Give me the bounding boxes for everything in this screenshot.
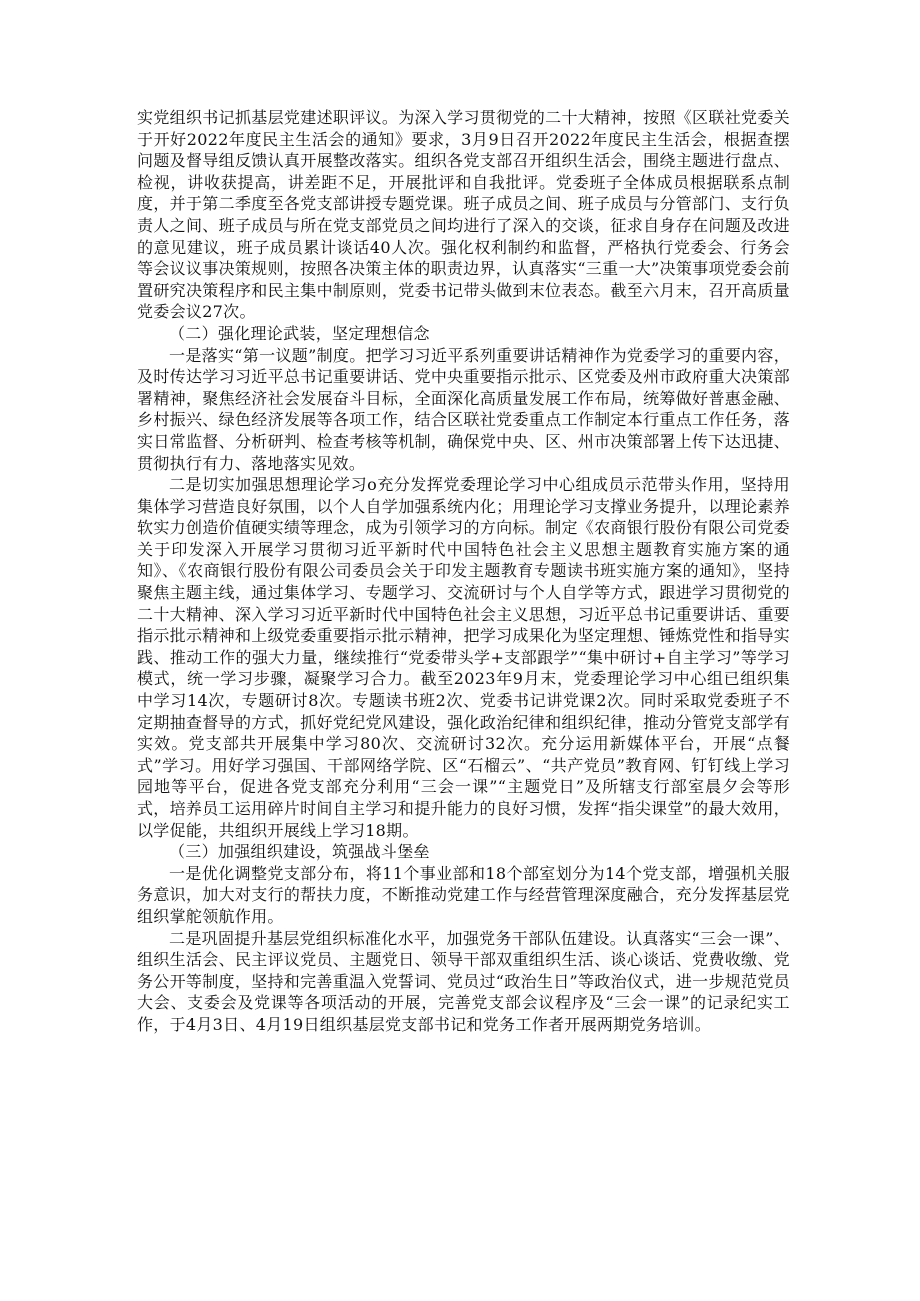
paragraph-branch-adjustment: 一是优化调整党支部分布，将11个事业部和18个部室划分为14个党支部，增强机关服务意识，加大对支行的帮扶力度，不断推动党建工作与经营管理深度融合，充分发挥基层党组织掌舵领航作用。 <box>137 863 790 926</box>
paragraph-intro-continuation: 实党组织书记抓基层党建述职评议。为深入学习贯彻党的二十大精神，按照《区联社党委关于开好2022年度民主生活会的通知》要求，3月9日召开2022年度民主生活会，根据查摆问题及督导组反馈认真开展整改落实。组织各党支部召开组织生活会，围绕主题进行盘点、检视，讲收获提高，讲差距不足，开展批评和自我批评。党委班子全体成员根据联系点制度，并于第二季度至各党支部讲授专题党课。班子成员之间、班子成员与分管部门、支行负责人之间、班子成员与所在党支部党员之间均进行了深入的交谈，征求自身存在问题及改进的意见建议，班子成员累计谈话40人次。强化权利制约和监督，严格执行党委会、行务会等会议议事决策规则，按照各决策主体的职责边界，认真落实“三重一大”决策事项党委会前置研究决策程序和民主集中制原则，党委书记带头做到末位表态。截至六月末，召开高质量党委会议27次。 <box>137 108 790 322</box>
paragraph-theory-study: 二是切实加强思想理论学习o充分发挥党委理论学习中心组成员示范带头作用，坚持用集体学习营造良好氛围，以个人自学加强系统内化；用理论学习支撑业务提升，以理论素养软实力创造价值硬实绩等理念，成为引领学习的方向标。制定《农商银行股份有限公司党委关于印发深入开展学习贯彻习近平新时代中国特色社会主义思想主题教育实施方案的通知》、《农商银行股份有限公司委员会关于印发主题教育专题读书班实施方案的通知》，坚持聚焦主题主线，通过集体学习、专题学习、交流研讨与个人自学等方式，跟进学习贯彻党的二十大精神、深入学习习近平新时代中国特色社会主义思想，习近平总书记重要讲话、重要指示批示精神和上级党委重要指示批示精神，把学习成果化为坚定理想、锤炼党性和指导实践、推动工作的强大力量，继续推行“党委带头学+支部跟学”“集中研讨+自主学习”等学习模式，统一学习步骤，凝聚学习合力。截至2023年9月末，党委理论学习中心组已组织集中学习14次，专题研讨8次。专题读书班2次、党委书记讲党课2次。同时采取党委班子不定期抽查督导的方式，抓好党纪党风建设，强化政治纪律和组织纪律，推动分管党支部学有实效。党支部共开展集中学习80次、交流研讨32次。充分运用新媒体平台，开展“点餐式”学习。用好学习强国、干部网络学院、区“石榴云”、“共产党员”教育网、钉钉线上学习园地等平台，促进各党支部充分利用“三会一课”“主题党日”及所辖支行部室晨夕会等形式，培养员工运用碎片时间自主学习和提升能力的良好习惯，发挥“指尖课堂”的最大效用，以学促能，共组织开展线上学习18期。 <box>137 475 790 840</box>
section-heading-2: （二）强化理论武装，坚定理想信念 <box>169 323 430 343</box>
document-page <box>137 107 790 1036</box>
section-heading-3: （三）加强组织建设，筑强战斗堡垒 <box>169 842 430 862</box>
paragraph-standardization: 二是巩固提升基层党组织标准化水平，加强党务干部队伍建设。认真落实“三会一课”、组织生活会、民主评议党员、主题党日、领导干部双重组织生活、谈心谈话、党费收缴、党务公开等制度，坚持和完善重温入党誓词、党员过“政治生日”等政治仪式，进一步规范党员大会、支委会及党课等各项活动的开展，完善党支部会议程序及“三会一课”的记录纪实工作，于4月3日、4月19日组织基层党支部书记和党务工作者开展两期党务培训。 <box>137 928 790 1034</box>
paragraph-first-topic: 一是落实“第一议题”制度。把学习习近平系列重要讲话精神作为党委学习的重要内容，及时传达学习习近平总书记重要讲话、党中央重要指示批示、区党委及州市政府重大决策部署精神，聚焦经济社会发展奋斗目标，全面深化高质量发展工作布局，统筹做好普惠金融、乡村振兴、绿色经济发展等各项工作，结合区联社党委重点工作制定本行重点工作任务，落实日常监督、分析研判、检查考核等机制，确保党中央、区、州市决策部署上传下达迅捷、贯彻执行有力、落地落实见效。 <box>137 345 790 473</box>
